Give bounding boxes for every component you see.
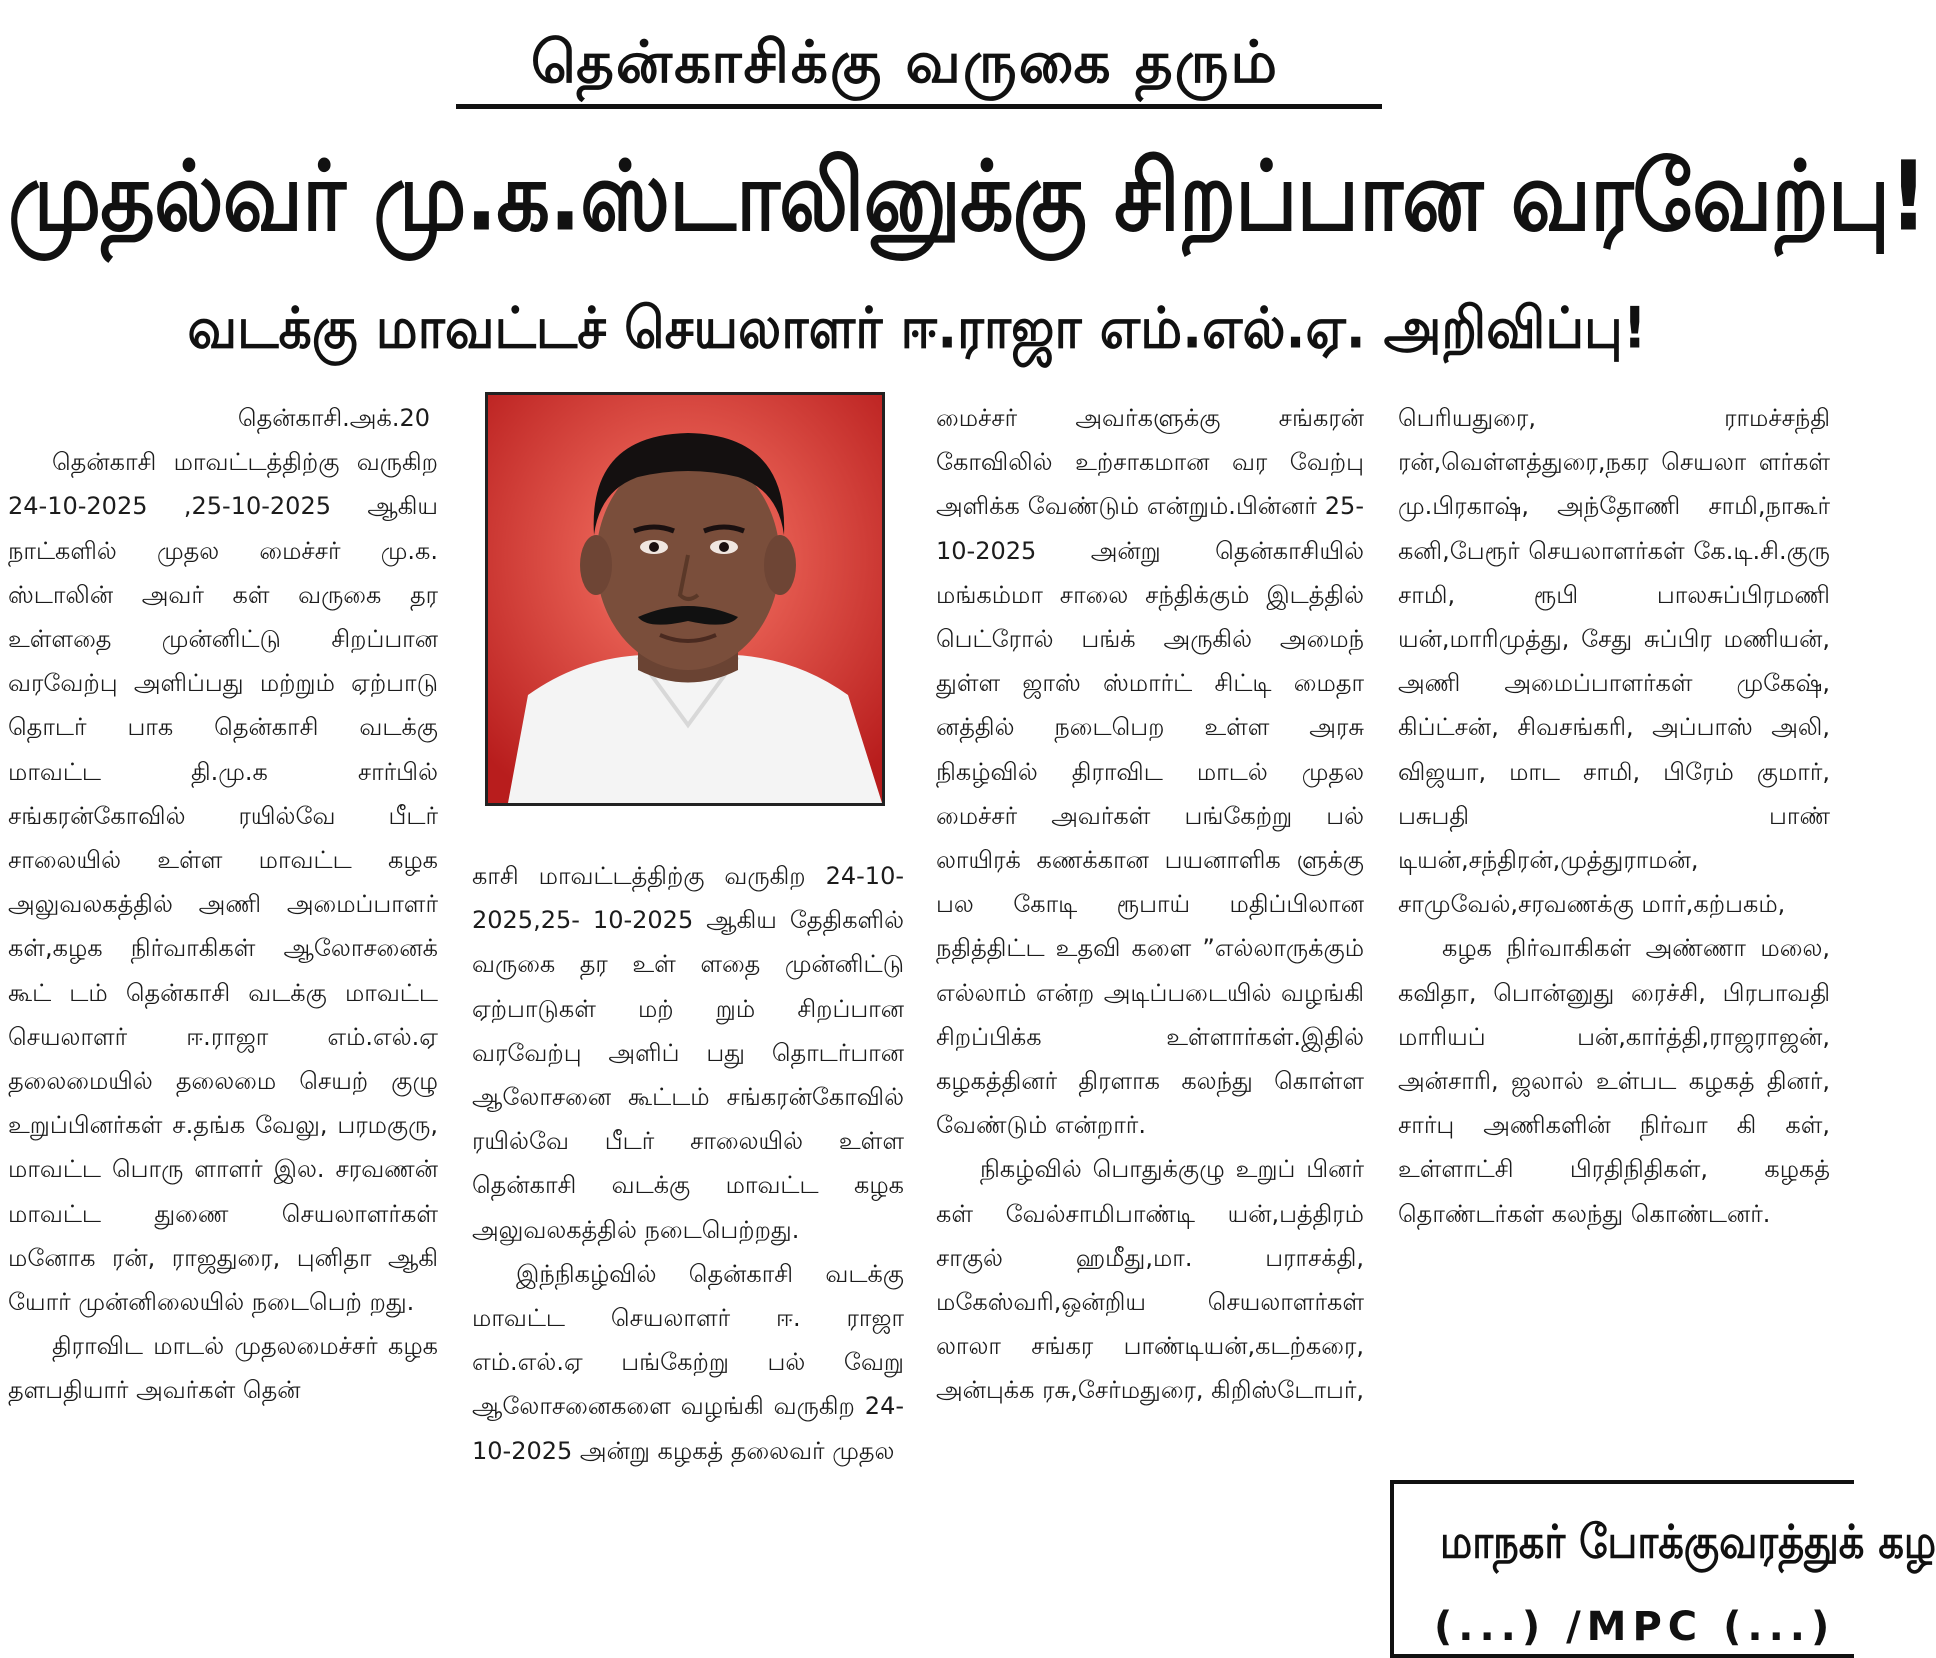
paragraph: இந்நிகழ்வில் தென்காசி வடக்கு மாவட்ட செயலாளர் ஈ. ராஜா எம்.எல்.ஏ பங்கேற்று பல் வேறு ஆலோசனைகளை வழங்கி வருகிற 24-10-2025 அன்று கழகத் தலைவர் முதல (472, 1259, 904, 1465)
paragraph: காசி மாவட்டத்திற்கு வருகிற 24-10-2025,25- 10-2025 ஆகிய தேதிகளில் வருகை தர உள் ளதை முன்னிட்டு ஏற்பாடுகள் மற் றும் சிறப்பான வரவேற்பு அளிப் பது தொடர்பான ஆலோசனை கூட்டம் சங்கரன்கோவில் ரயில்வே பீடர் சாலையில் உள்ள தென்காசி வடக்கு மாவட்ட கழக அலுவலகத்தில் நடைபெற்றது. (472, 862, 904, 1244)
sub-headline: வடக்கு மாவட்டச் செயலாளர் ஈ.ராஜா எம்.எல்.ஏ. அறிவிப்பு! (187, 296, 1647, 362)
article-column-4 (1398, 396, 1830, 1236)
ad-line: (...) /MPC (...) (1434, 1604, 1836, 1650)
portrait-photo-icon (488, 395, 882, 803)
paragraph: பெரியதுரை, ராமச்சந்தி ரன்,வெள்ளத்துரை,நகர செயலா ளர்கள் மு.பிரகாஷ், அந்தோணி சாமி,நாகூர் கனி,பேரூர் செயலாளர்கள் கே.டி.சி.குரு சாமி, ரூபி பாலசுப்பிரமணி யன்,மாரிமுத்து, சேது சுப்பிர மணியன், அணி அமைப்பாளர்கள் முகேஷ், கிப்ட்சன், சிவசங்கரி, அப்பாஸ் அலி, விஜயா, மாட சாமி, பிரேம் குமார், பசுபதி பாண் டியன்,சந்திரன்,முத்துராமன், சாமுவேல்,சரவணக்கு மார்,கற்பகம், (1398, 404, 1830, 919)
paragraph: மைச்சர் அவர்களுக்கு சங்கரன் கோவிலில் உற்சாகமான வர வேற்பு அளிக்க வேண்டும் என்றும்.பின்னர் 25-10-2025 அன்று தென்காசியில் மங்கம்மா சாலை சந்திக்கும் இடத்தில் பெட்ரோல் பங்க் அருகில் அமைந் துள்ள ஜாஸ் ஸ்மார்ட் சிட்டி மைதா னத்தில் நடைபெற உள்ள அரசு நிகழ்வில் திராவிட மாடல் முதல மைச்சர் அவர்கள் பங்கேற்று பல் லாயிரக் கணக்கான பயனாளிக ளுக்கு பல கோடி ரூபாய் மதிப்பிலான நதித்திட்ட உதவி களை ”எல்லாருக்கும் எல்லாம் என்ற அடிப்படையில் வழங்கி சிறப்பிக்க உள்ளார்கள்.இதில் கழகத்தினர் திரளாக கலந்து கொள்ள வேண்டும் என்றார். (936, 404, 1364, 1140)
paragraph: திராவிட மாடல் முதலமைச்சர் கழக தளபதியார் அவர்கள் தென் (8, 1332, 438, 1405)
main-headline: முதல்வர் மு.க.ஸ்டாலினுக்கு சிறப்பான வரவேற்பு! (8, 140, 1927, 253)
dateline: தென்காசி.அக்.20 (237, 404, 430, 432)
paragraph: கழக நிர்வாகிகள் அண்ணா மலை, கவிதா, பொன்னுது ரைச்சி, பிரபாவதி மாரியப் பன்,கார்த்தி,ராஜராஜன், அன்சாரி, ஜலால் உள்பட கழகத் தினர், சார்பு அணிகளின் நிர்வா கி கள், உள்ளாட்சி பிரதிநிதிகள், கழகத் தொண்டர்கள் கலந்து கொண்டனர். (1398, 934, 1830, 1228)
advertisement-box (1390, 1480, 1936, 1658)
article-column-1 (8, 396, 438, 1413)
ad-title: மாநகர் போக்குவரத்துக் கழ (1440, 1516, 1936, 1570)
portrait-photo (485, 392, 885, 806)
article-column-3 (936, 396, 1364, 1413)
kicker-underline (456, 104, 1382, 109)
article-column-2 (472, 854, 904, 1473)
kicker-headline: தென்காசிக்கு வருகை தரும் (530, 28, 1280, 96)
paragraph: தென்காசி மாவட்டத்திற்கு வருகிற 24-10-2025 ,25-10-2025 ஆகிய நாட்களில் முதல மைச்சர் மு.க. ஸ்டாலின் அவர் கள் வருகை தர உள்ளதை முன்னிட்டு சிறப்பான வரவேற்பு அளிப்பது மற்றும் ஏற்பாடு தொடர் பாக தென்காசி வடக்கு மாவட்ட தி.மு.க சார்பில் சங்கரன்கோவில் ரயில்வே பீடர் சாலையில் உள்ள மாவட்ட கழக அலுவலகத்தில் அணி அமைப்பாளர் கள்,கழக நிர்வாகிகள் ஆலோசனைக் கூட் டம் தென்காசி வடக்கு மாவட்ட செயலாளர் ஈ.ராஜா எம்.எல்.ஏ தலைமையில் தலைமை செயற் குழு உறுப்பினர்கள் ச.தங்க வேலு, பரமகுரு, மாவட்ட பொரு ளாளர் இல. சரவணன் மாவட்ட துணை செயலாளர்கள் மனோக ரன், ராஜதுரை, புனிதா ஆகி யோர் முன்னிலையில் நடைபெற் றது. (8, 448, 438, 1317)
paragraph: நிகழ்வில் பொதுக்குழு உறுப் பினர் கள் வேல்சாமிபாண்டி யன்,பத்திரம் சாகுல் ஹமீது,மா. பராசக்தி, மகேஸ்வரி,ஒன்றிய செயலாளர்கள் லாலா சங்கர பாண்டியன்,கடற்கரை, அன்புக்க ரசு,சேர்மதுரை, கிறிஸ்டோபர், (936, 1155, 1364, 1405)
